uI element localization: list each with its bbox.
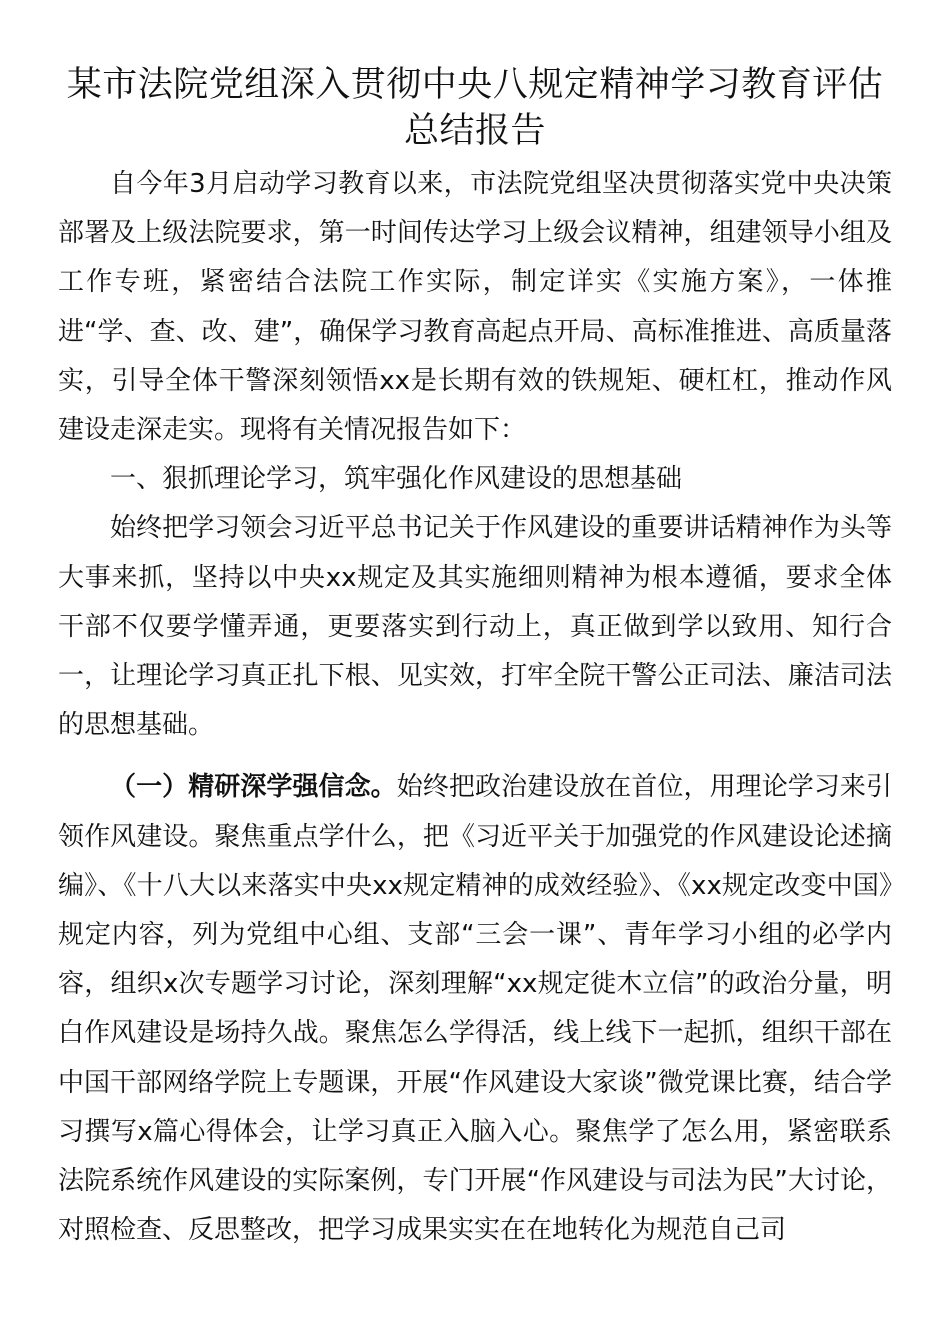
title-line-1: 某市法院党组深入贯彻中央八规定精神学习教育评估	[66, 65, 884, 105]
title-line-2: 总结报告	[403, 111, 546, 151]
section-1-heading: 一、狠抓理论学习，筑牢强化作风建设的思想基础	[110, 464, 683, 495]
section-1-paragraph: 始终把学习领会习近平总书记关于作风建设的重要讲话精神作为头等大事来抓，坚持以中央xx规定及其实施细则精神为根本遵循，要求全体干部不仅要学懂弄通，更要落实到行动上，真正做到学以致用、知行合一，让理论学习真正扎下根、见实效，打牢全院干警公正司法、廉洁司法的思想基础。	[58, 513, 892, 741]
document-title	[58, 62, 892, 154]
subsection-1-bold-lead: （一）精研深学强信念。	[110, 772, 397, 803]
subsection-1-paragraph	[58, 763, 892, 1255]
intro-paragraph: 自今年3月启动学习教育以来，市法院党组坚决贯彻落实党中央决策部署及上级法院要求，第一时间传达学习上级会议精神，组建领导小组及工作专班，紧密结合法院工作实际，制定详实《实施方案》，一体推进“学、查、改、建”，确保学习教育高起点开局、高标准推进、高质量落实，引导全体干警深刻领悟xx是长期有效的铁规矩、硬杠杠，推动作风建设走深走实。现将有关情况报告如下：	[58, 169, 892, 446]
subsection-1-body: 始终把政治建设放在首位，用理论学习来引领作风建设。聚焦重点学什么，把《习近平关于加强党的作风建设论述摘编》、《十八大以来落实中央xx规定精神的成效经验》、《xx规定改变中国》规定内容，列为党组中心组、支部“三会一课”、青年学习小组的必学内容，组织x次专题学习讨论，深刻理解“xx规定徙木立信”的政治分量，明白作风建设是场持久战。聚焦怎么学得活，线上线下一起抓，组织干部在中国干部网络学院上专题课，开展“作风建设大家谈”微党课比赛，结合学习撰写x篇心得体会，让学习真正入脑入心。聚焦学了怎么用，紧密联系法院系统作风建设的实际案例，专门开展“作风建设与司法为民”大讨论，对照检查、反思整改，把学习成果实实在在地转化为规范自己司	[58, 772, 892, 1246]
document-page	[58, 62, 892, 1255]
